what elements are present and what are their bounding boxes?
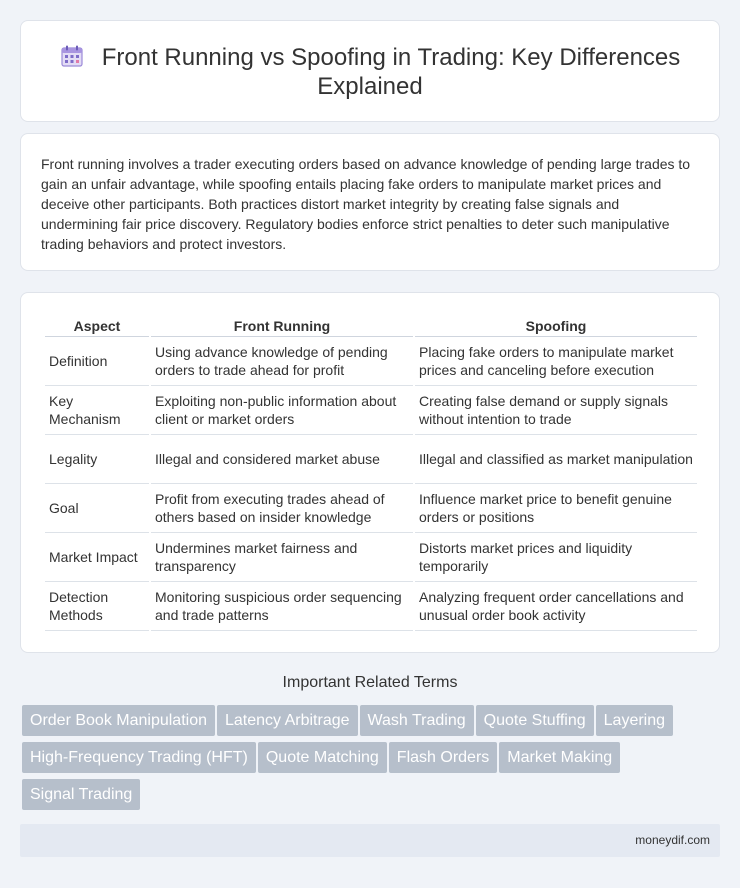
tag-flash-orders[interactable]: Flash Orders [389,742,497,773]
row-front-running: Profit from executing trades ahead of others based on insider knowledge [151,484,413,533]
row-spoofing: Placing fake orders to manipulate market prices and canceling before execution [415,337,697,386]
row-front-running: Using advance knowledge of pending orders to trade ahead for profit [151,337,413,386]
footer-site-link[interactable]: moneydif.com [635,833,710,847]
row-front-running: Exploiting non-public information about client or market orders [151,386,413,435]
tag-market-making[interactable]: Market Making [499,742,620,773]
table-row [45,533,697,582]
row-aspect: Legality [45,435,149,484]
row-aspect: Detection Methods [45,582,149,631]
table-row [45,435,697,484]
tag-order-book-manipulation[interactable]: Order Book Manipulation [22,705,215,736]
row-aspect: Goal [45,484,149,533]
tag-quote-stuffing[interactable]: Quote Stuffing [476,705,594,736]
header-spoofing: Spoofing [415,315,697,337]
intro-card [20,133,720,271]
page-title-text: Front Running vs Spoofing in Trading: Key Differences Explained [101,44,681,100]
page-title [21,43,719,101]
row-spoofing: Distorts market prices and liquidity temporarily [415,533,697,582]
comparison-table [43,315,699,631]
row-spoofing: Illegal and classified as market manipulation [415,435,697,484]
title-card [20,20,720,122]
tag-signal-trading[interactable]: Signal Trading [22,779,140,810]
tag-quote-matching[interactable]: Quote Matching [258,742,387,773]
header-front-running: Front Running [151,315,413,337]
tag-wash-trading[interactable]: Wash Trading [360,705,474,736]
intro-paragraph: Front running involves a trader executing orders based on advance knowledge of pending large trades to gain an unfair advantage, while spoofing entails placing fake orders to manipulate market prices and deceive other participants. Both practices distort market integrity by creating false signals and undermining fair price discovery. Regulatory bodies enforce strict penalties to deter such manipulative trading behaviors and protect investors. [41,156,691,252]
row-spoofing: Creating false demand or supply signals without intention to trade [415,386,697,435]
tag-high-frequency-trading[interactable]: High-Frequency Trading (HFT) [22,742,256,773]
footer [20,824,720,857]
table-row [45,386,697,435]
row-front-running: Undermines market fairness and transparency [151,533,413,582]
table-header-row [45,315,697,337]
row-aspect: Definition [45,337,149,386]
row-aspect: Market Impact [45,533,149,582]
table-row [45,582,697,631]
tag-layering[interactable]: Layering [596,705,673,736]
table-row [45,337,697,386]
row-aspect: Key Mechanism [45,386,149,435]
row-spoofing: Influence market price to benefit genuine orders or positions [415,484,697,533]
row-front-running: Illegal and considered market abuse [151,435,413,484]
tag-latency-arbitrage[interactable]: Latency Arbitrage [217,705,358,736]
related-terms-title: Important Related Terms [282,674,458,691]
row-spoofing: Analyzing frequent order cancellations and unusual order book activity [415,582,697,631]
calendar-icon [60,44,84,68]
header-aspect: Aspect [45,315,149,337]
row-front-running: Monitoring suspicious order sequencing and trade patterns [151,582,413,631]
related-terms-list [22,705,702,816]
comparison-card [20,292,720,653]
table-row [45,484,697,533]
